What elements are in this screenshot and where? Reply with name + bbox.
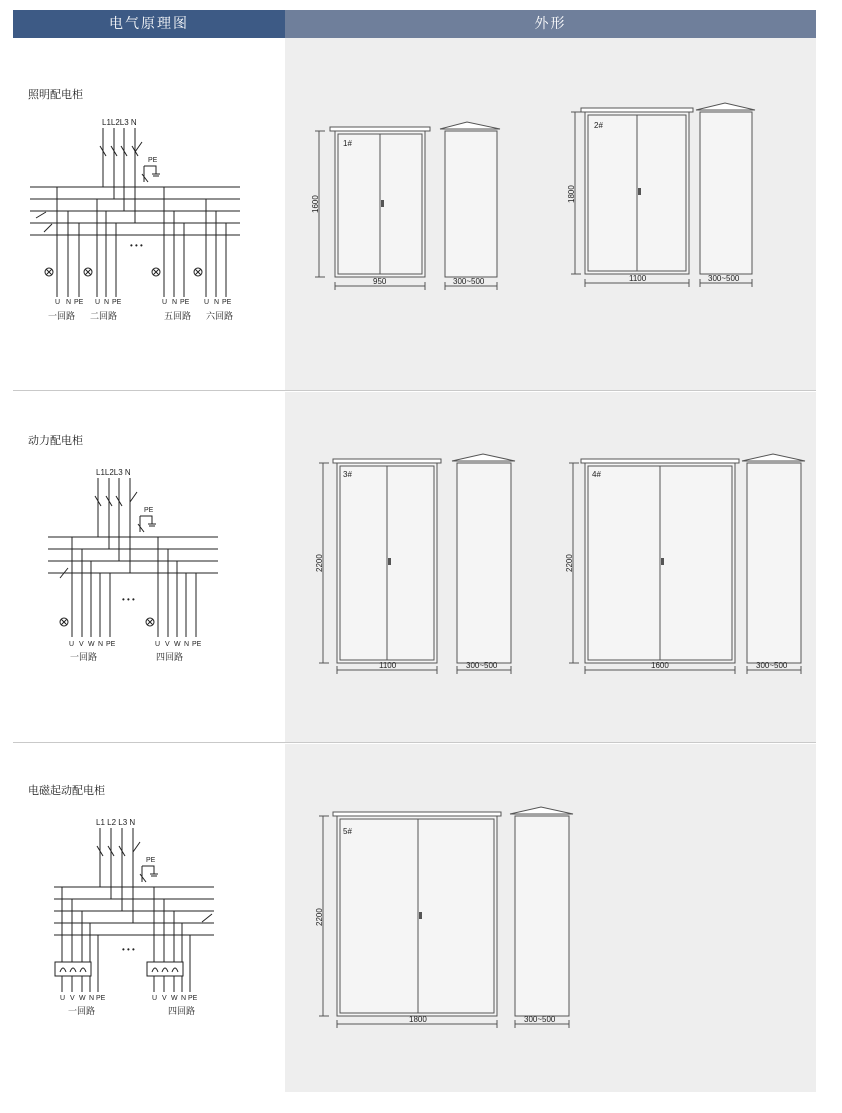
out-label: U bbox=[155, 641, 161, 648]
motor-start-cabinet-drawings bbox=[285, 744, 816, 1092]
pe-label: PE bbox=[144, 507, 154, 514]
width-label: 1800 bbox=[409, 1015, 427, 1024]
out-label: N bbox=[184, 641, 190, 648]
height-label: 1600 bbox=[311, 195, 320, 213]
loop-label: 二回路 bbox=[90, 311, 118, 321]
out-label: V bbox=[165, 641, 170, 648]
cabinet-4-front bbox=[581, 459, 739, 663]
continuation-dots: • • • bbox=[130, 241, 143, 250]
out-label: U bbox=[55, 299, 61, 306]
phase-labels: L1L2L3 N bbox=[96, 468, 131, 477]
section-divider bbox=[13, 742, 816, 743]
out-label: W bbox=[88, 641, 95, 648]
branch bbox=[55, 887, 98, 992]
out-label: V bbox=[79, 641, 84, 648]
out-label: U bbox=[152, 995, 158, 1002]
phase-labels: L1 L2 L3 N bbox=[96, 818, 136, 827]
loop-label: 四回路 bbox=[168, 1006, 196, 1016]
continuation-dots: • • • bbox=[122, 595, 135, 604]
motor-start-circuit-diagram bbox=[40, 812, 260, 1022]
out-label: PE bbox=[106, 641, 116, 648]
out-label: N bbox=[98, 641, 104, 648]
lighting-circuit-diagram bbox=[22, 112, 262, 327]
depth-label: 300~500 bbox=[524, 1015, 556, 1024]
depth-label: 300~500 bbox=[453, 277, 485, 286]
out-label: V bbox=[70, 995, 75, 1002]
height-label: 2200 bbox=[565, 554, 574, 572]
section-title-lighting: 照明配电柜 bbox=[28, 88, 83, 101]
lighting-cabinet-drawings bbox=[285, 38, 816, 390]
pe-label: PE bbox=[146, 857, 156, 864]
out-label: N bbox=[66, 299, 72, 306]
cabinet-4-side bbox=[742, 454, 805, 663]
out-label: N bbox=[172, 299, 178, 306]
out-label: PE bbox=[222, 299, 232, 306]
schematic-header: 电气原理图 bbox=[13, 10, 285, 38]
loop-label: 六回路 bbox=[206, 311, 234, 321]
loop-label: 一回路 bbox=[68, 1006, 96, 1016]
branch bbox=[60, 537, 110, 637]
height-label: 2200 bbox=[315, 554, 324, 572]
loop-label: 五回路 bbox=[164, 311, 192, 321]
loop-label: 一回路 bbox=[48, 311, 76, 321]
out-label: W bbox=[174, 641, 181, 648]
branch bbox=[152, 187, 184, 297]
out-label: W bbox=[79, 995, 86, 1002]
cabinet-3-front bbox=[333, 459, 441, 663]
out-label: N bbox=[214, 299, 220, 306]
width-label: 1100 bbox=[629, 274, 647, 283]
cabinet-1-side bbox=[440, 122, 500, 277]
width-label: 1100 bbox=[379, 661, 397, 670]
cabinet-5-side bbox=[510, 807, 573, 1016]
width-label: 950 bbox=[373, 277, 387, 286]
branch bbox=[84, 199, 116, 297]
out-label: PE bbox=[188, 995, 198, 1002]
cabinet-1-front bbox=[330, 127, 430, 277]
out-label: W bbox=[171, 995, 178, 1002]
branch bbox=[194, 199, 226, 297]
appearance-header: 外形 bbox=[285, 10, 816, 38]
cabinet-id: 4# bbox=[592, 470, 601, 479]
section-title-motor-start: 电磁起动配电柜 bbox=[28, 784, 105, 797]
out-label: N bbox=[104, 299, 110, 306]
cabinet-2-side bbox=[696, 103, 755, 274]
out-label: PE bbox=[74, 299, 84, 306]
cabinet-2-front bbox=[581, 108, 693, 274]
cabinet-id: 1# bbox=[343, 139, 352, 148]
out-label: U bbox=[69, 641, 75, 648]
out-label: U bbox=[162, 299, 168, 306]
out-label: N bbox=[89, 995, 95, 1002]
depth-label: 300~500 bbox=[756, 661, 788, 670]
height-label: 2200 bbox=[315, 908, 324, 926]
cabinet-id: 5# bbox=[343, 827, 352, 836]
out-label: V bbox=[162, 995, 167, 1002]
loop-label: 四回路 bbox=[156, 652, 184, 662]
depth-label: 300~500 bbox=[708, 274, 740, 283]
out-label: PE bbox=[112, 299, 122, 306]
height-label: 1800 bbox=[567, 185, 576, 203]
branch bbox=[146, 537, 196, 637]
cabinet-5-front bbox=[333, 812, 501, 1016]
phase-labels: L1L2L3 N bbox=[102, 118, 137, 127]
continuation-dots: • • • bbox=[122, 945, 135, 954]
cabinet-3-side bbox=[452, 454, 515, 663]
power-circuit-diagram bbox=[40, 462, 260, 667]
cabinet-id: 3# bbox=[343, 470, 352, 479]
cabinet-id: 2# bbox=[594, 121, 603, 130]
section-divider bbox=[13, 390, 816, 391]
section-title-power: 动力配电柜 bbox=[28, 434, 83, 447]
out-label: PE bbox=[192, 641, 202, 648]
branch bbox=[45, 187, 79, 297]
pe-label: PE bbox=[148, 157, 158, 164]
out-label: U bbox=[95, 299, 101, 306]
depth-label: 300~500 bbox=[466, 661, 498, 670]
out-label: PE bbox=[96, 995, 106, 1002]
width-label: 1600 bbox=[651, 661, 669, 670]
branch bbox=[147, 887, 190, 992]
out-label: N bbox=[181, 995, 187, 1002]
out-label: U bbox=[60, 995, 66, 1002]
loop-label: 一回路 bbox=[70, 652, 98, 662]
power-cabinet-drawings bbox=[285, 392, 816, 742]
out-label: U bbox=[204, 299, 210, 306]
out-label: PE bbox=[180, 299, 190, 306]
